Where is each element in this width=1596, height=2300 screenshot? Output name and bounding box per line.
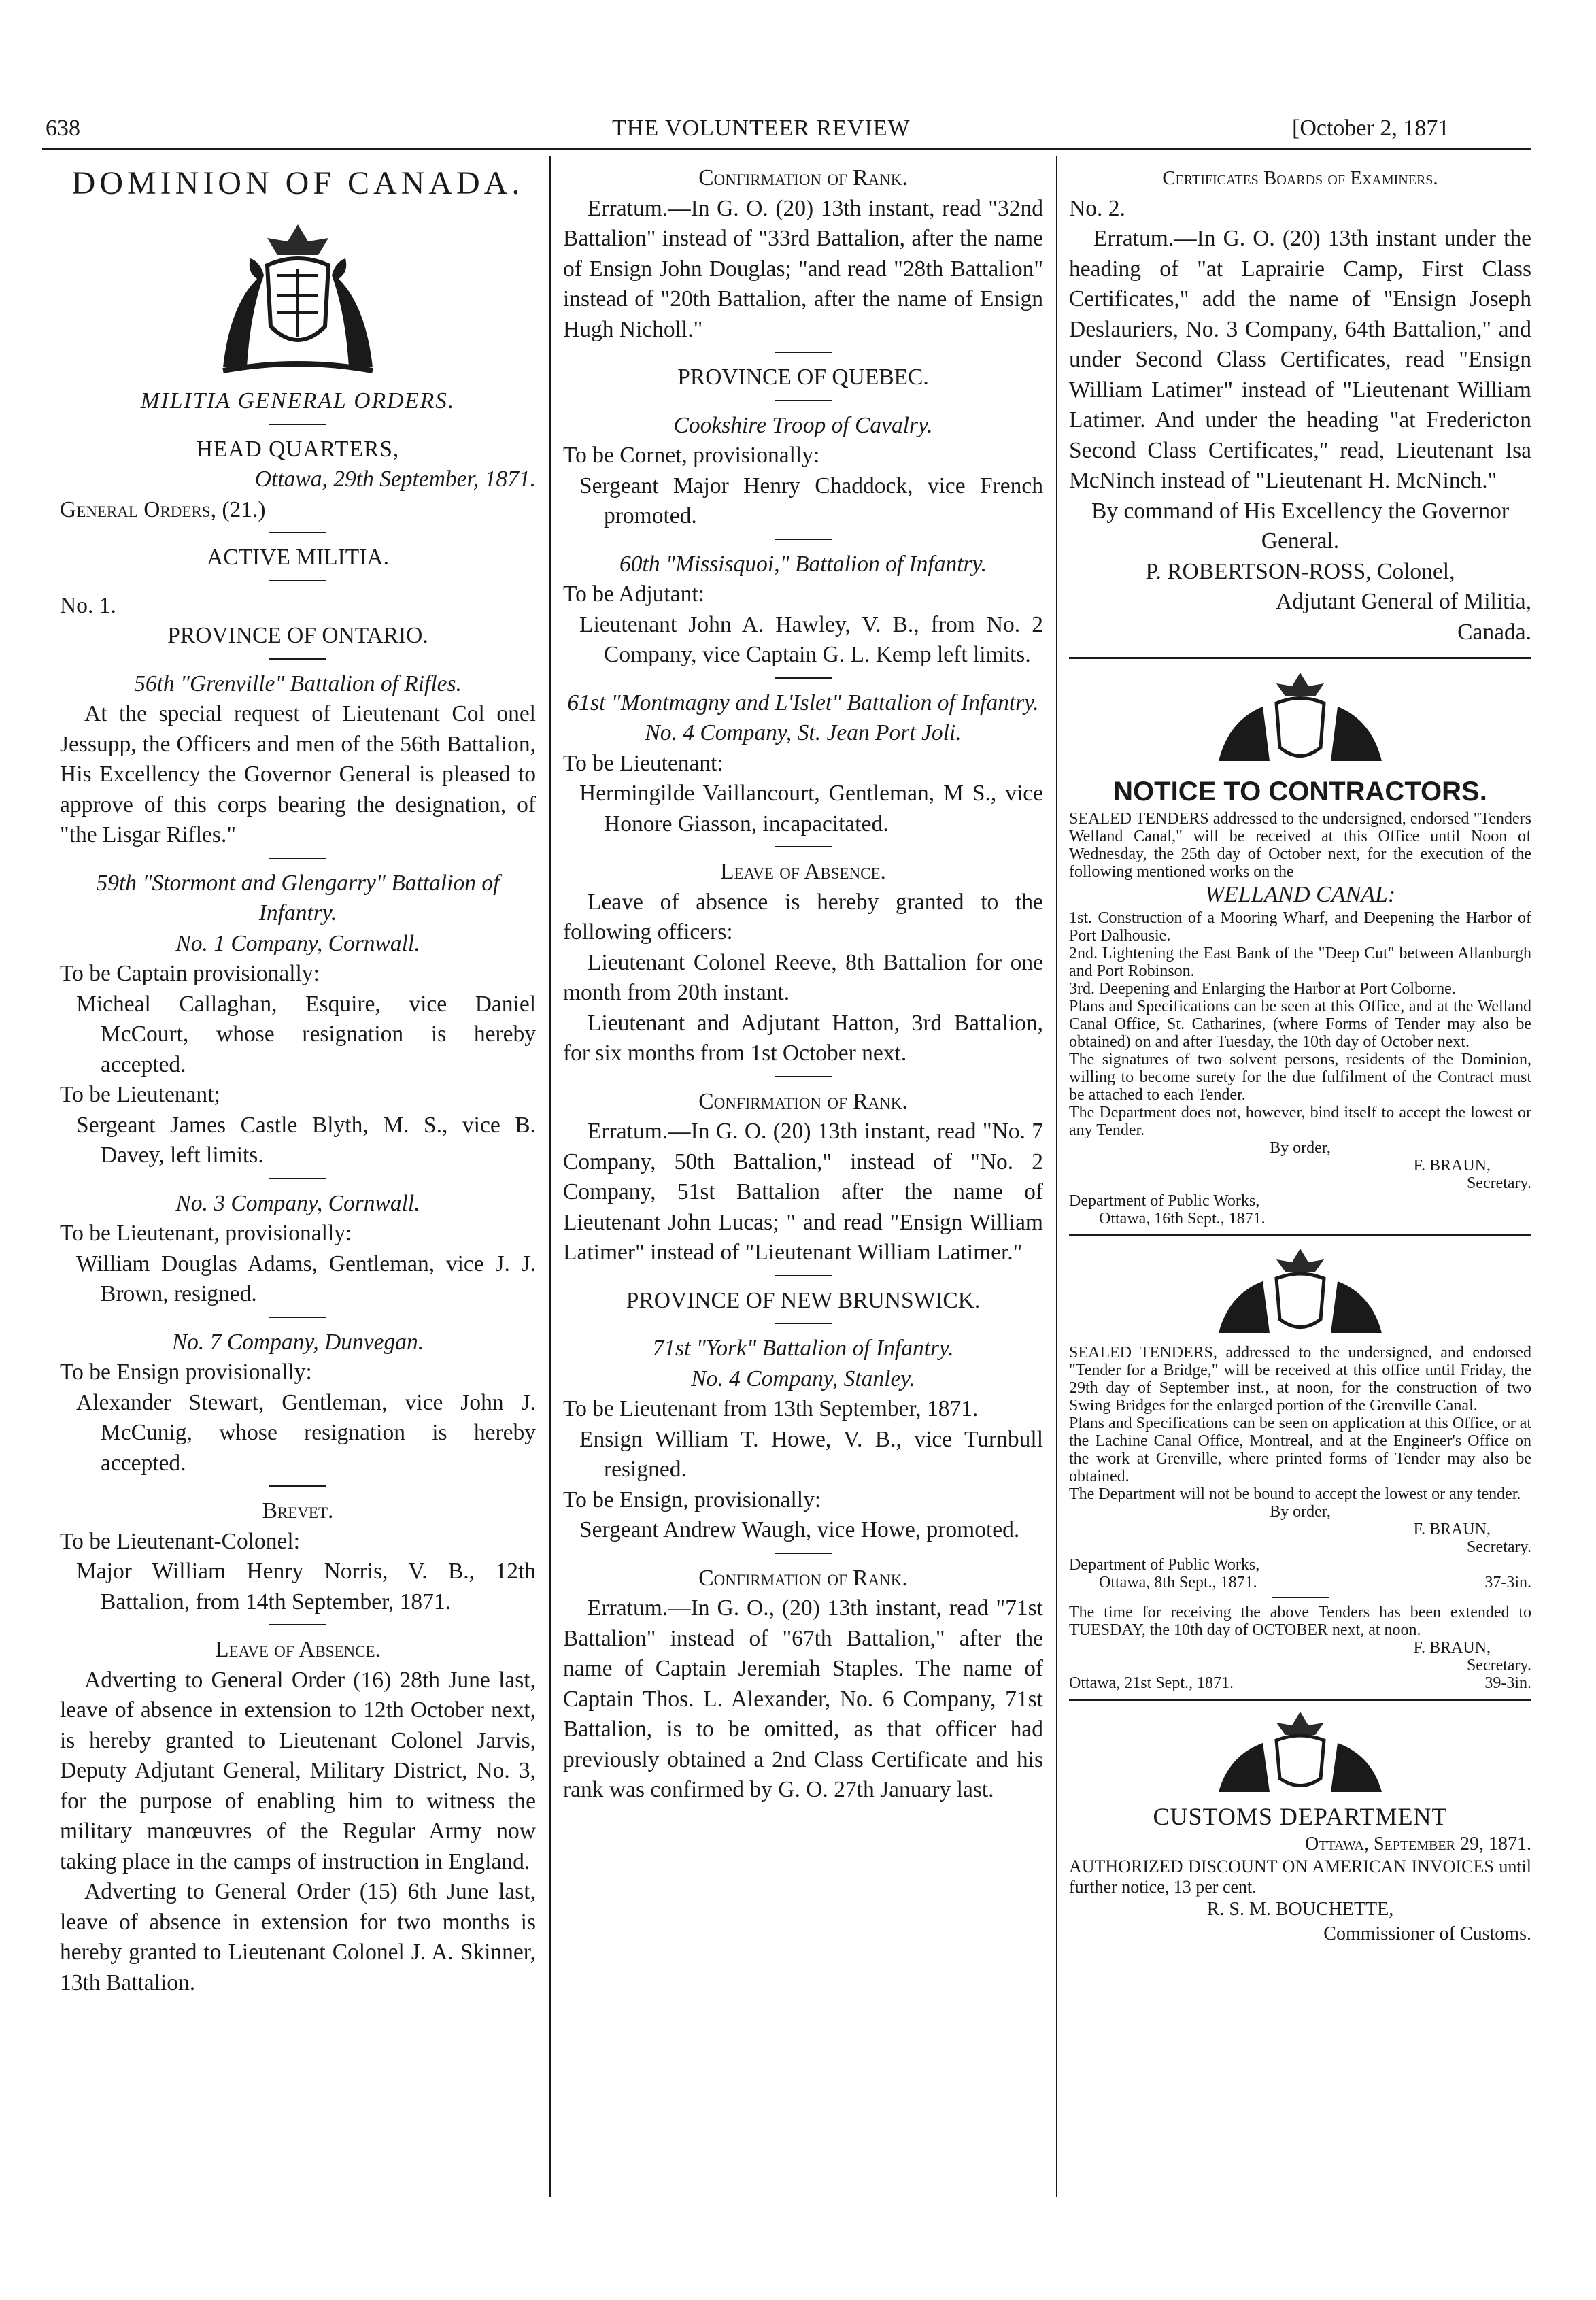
appointment-label: To be Lieutenant, provisionally: <box>60 1221 352 1246</box>
welland-canal: WELLAND CANAL: <box>1204 882 1396 907</box>
divider <box>775 677 832 679</box>
leave-para: Lieutenant and Adjutant Hatton, 3rd Battalion, for six months from 1st October next. <box>563 1010 1043 1066</box>
appointment: Sergeant James Castle Blyth, M. S., vice B. Davey, left limits. <box>76 1112 536 1168</box>
column-divider <box>1056 156 1057 2197</box>
para-56: At the special request of Lieutenant Col onel Jessupp, the Officers and men of the 56th Battalion, His Excellency the Governor General is pleased to approve of this corps bearing the designation, of "the Lisgar Rifles." <box>60 701 536 847</box>
divider <box>775 400 832 401</box>
royal-arms-icon <box>1198 666 1402 768</box>
appointment: Major William Henry Norris, V. B., 12th Battalion, from 14th September, 1871. <box>76 1559 536 1614</box>
royal-arms-icon <box>1198 1708 1402 1796</box>
tender-text: Plans and Specifications can be seen on application at this Office, or at the Lachine Canal Office, Montreal, and at the Engineer's Office on the work at Grenville, where printed forms of Tender may also be obtained. <box>1069 1415 1532 1485</box>
secretary: Secretary. <box>1466 1657 1531 1674</box>
signature-place: Canada. <box>1457 619 1531 645</box>
secretary: Secretary. <box>1466 1538 1531 1556</box>
divider <box>775 1076 832 1077</box>
battalion-60: 60th "Missisquoi," Battalion of Infantry. <box>619 551 987 577</box>
section-rule <box>1069 657 1531 659</box>
divider <box>269 858 326 859</box>
certificates-heading: Certificates Boards of Examiners. <box>1162 167 1438 189</box>
erratum-para: Erratum.—In G. O. (20) 13th instant under the heading of "at Laprairie Camp, First Class Certificates," add the name of "Ensign Joseph Deslauriers, No. 3 Company, 64th Battalion," and under Second Class Certificates, read "Ensign William Latimer" instead of "Lieutenant William Latimer. And under the heading "at Fredericton Second Class Certificates," read, Lieutenant Isa McNinch instead of "Lieutenant H. McNinch." <box>1069 226 1531 493</box>
appointment: Alexander Stewart, Gentleman, vice John J. McCunig, whose resignation is hereby accepted. <box>76 1389 536 1476</box>
active-militia: ACTIVE MILITIA. <box>207 545 389 570</box>
dateline: Ottawa, 29th September, 1871. <box>254 467 536 492</box>
orders-title: MILITIA GENERAL ORDERS. <box>140 388 456 413</box>
divider <box>269 1317 326 1318</box>
divider <box>775 846 832 847</box>
province-ontario: PROVINCE OF ONTARIO. <box>167 623 428 648</box>
divider <box>269 424 326 425</box>
department: Department of Public Works, <box>1069 1556 1260 1574</box>
divider <box>269 580 326 581</box>
tender-notice-bridge <box>1069 1344 1531 1692</box>
divider <box>269 658 326 660</box>
company-4-stanley: No. 4 Company, Stanley. <box>691 1366 915 1391</box>
tender-item: The signatures of two solvent persons, residents of the Dominion, willing to become surety for the due fulfilment of the Contract must be attached to each Tender. <box>1069 1051 1531 1104</box>
header-rule <box>42 148 1531 150</box>
brevet-heading: Brevet. <box>262 1498 334 1523</box>
column-middle <box>563 163 1043 1806</box>
appointment: Sergeant Andrew Waugh, vice Howe, promoted. <box>579 1517 1020 1542</box>
royal-arms-icon <box>1198 1243 1402 1338</box>
signature-name: P. ROBERTSON-ROSS, Colonel, <box>1145 558 1455 584</box>
appointment: Sergeant Major Henry Chaddock, vice French promoted. <box>579 473 1043 528</box>
department: Department of Public Works, <box>1069 1192 1260 1210</box>
dominion-heading: DOMINION OF CANADA. <box>71 165 524 201</box>
tender-text: SEALED TENDERS, addressed to the undersigned, and endorsed "Tender for a Bridge," will be received at this office until Friday, the 29th day of September inst., at noon, for the construction of two Swing Bridges for the enlarged portion of the Grenville Canal. <box>1069 1344 1531 1415</box>
company-4-st-jean: No. 4 Company, St. Jean Port Joli. <box>645 720 962 745</box>
page-number: 638 <box>46 116 80 141</box>
company-7-dunvegan: No. 7 Company, Dunvegan. <box>171 1329 424 1355</box>
bouchette-signature: R. S. M. BOUCHETTE, <box>1206 1898 1394 1920</box>
by-order: By order, <box>1270 1503 1331 1521</box>
appointment-label: To be Cornet, provisionally: <box>563 443 820 468</box>
braun-signature: F. BRAUN, <box>1413 1521 1491 1538</box>
customs-date: Ottawa, September 29, 1871. <box>1304 1833 1531 1855</box>
divider <box>269 1624 326 1625</box>
tender-item: 1st. Construction of a Mooring Wharf, and Deepening the Harbor of Port Dalhousie. <box>1069 909 1531 945</box>
commissioner-title: Commissioner of Customs. <box>1323 1923 1531 1944</box>
province-new-brunswick: PROVINCE OF NEW BRUNSWICK. <box>626 1287 981 1313</box>
divider <box>269 1485 326 1487</box>
appointment-label: To be Lieutenant-Colonel: <box>60 1528 301 1554</box>
braun-signature: F. BRAUN, <box>1413 1639 1491 1657</box>
tender-notice-welland <box>1069 810 1531 1228</box>
appointment: Micheal Callaghan, Esquire, vice Daniel McCourt, whose resignation is hereby accepted. <box>76 991 536 1077</box>
appointment-label: To be Ensign, provisionally: <box>563 1487 821 1512</box>
confirmation-heading: Confirmation of Rank. <box>698 1088 908 1114</box>
section-rule <box>1069 1234 1531 1236</box>
tender-text: SEALED TENDERS addressed to the undersigned, endorsed "Tenders Welland Canal," will be received at this Office until Noon of Wednesday, the 25th day of October next, for the execution of the following mentioned works on the <box>1069 810 1531 881</box>
confirmation-para: Erratum.—In G. O. (20) 13th instant, read "32nd Battalion" instead of "33rd Battalion, after the name of Ensign John Douglas; "and read "28th Battalion" instead of "20th Battalion, after the name of Ensign Hugh Nicholl." <box>563 195 1043 342</box>
divider <box>775 1553 832 1554</box>
column-right <box>1069 163 1531 1946</box>
appointment: Ensign William T. Howe, V. B., vice Turnbull resigned. <box>579 1426 1043 1482</box>
divider <box>1272 1597 1329 1598</box>
divider <box>775 1323 832 1324</box>
leave-para: Adverting to General Order (15) 6th June last, leave of absence in extension for two months is hereby granted to Lieutenant Colonel J. A. Skinner, 13th Battalion. <box>60 1879 536 1995</box>
confirmation-para: Erratum.—In G. O. (20) 13th instant, read "No. 7 Company, 50th Battalion," instead of "No. 2 Company, 51st Battalion after the name of Lieutenant John Lucas; " and read "Ensign William Latimer" instead of "Lieutenant William Latimer." <box>563 1119 1043 1265</box>
general-orders: General Orders, (21.) <box>60 496 266 522</box>
leave-heading: Leave of Absence. <box>720 859 886 884</box>
appointment: Hermingilde Vaillancourt, Gentleman, M S., vice Honore Giasson, incapacitated. <box>579 781 1043 836</box>
battalion-61: 61st "Montmagny and L'Islet" Battalion of Infantry. <box>567 690 1039 715</box>
tender-text: The Department will not be bound to accept the lowest or any tender. <box>1069 1485 1521 1503</box>
section-rule <box>1069 1699 1531 1701</box>
customs-discount: AUTHORIZED DISCOUNT ON AMERICAN INVOICES until further notice, 13 per cent. <box>1069 1856 1531 1897</box>
tender-item: The Department does not, however, bind itself to accept the lowest or any Tender. <box>1069 1104 1531 1139</box>
divider <box>775 1275 832 1276</box>
confirmation-para: Erratum.—In G. O., (20) 13th instant, read "71st Battalion" instead of "67th Battalion," after the name of Captain Jeremiah Staples. The name of Captain Thos. L. Alexander, No. 6 Company, 71st Battalion, is to be omitted, as that officer had previously obtained a 2nd Class Certificate and his rank was confirmed by G. O. 27th January last. <box>563 1595 1043 1802</box>
order-number: No. 1. <box>60 592 116 618</box>
hq: HEAD QUARTERS, <box>196 436 400 462</box>
battalion-59: 59th "Stormont and Glengarry" Battalion of Infantry. <box>96 870 500 926</box>
appointment-label: To be Lieutenant; <box>60 1082 220 1107</box>
order-number: No. 2. <box>1069 195 1125 221</box>
coat-of-arms-icon <box>209 211 386 381</box>
department-date: Ottawa, 8th Sept., 1871. 37-3in. <box>1099 1574 1531 1591</box>
column-left <box>60 163 536 1998</box>
notice-to-contractors: NOTICE TO CONTRACTORS. <box>1113 777 1487 807</box>
divider <box>269 532 326 533</box>
tender-item: Plans and Specifications can be seen at this Office, and at the Welland Canal Office, St. Catharines, (where Forms of Tender may also be obtained) on and after Tuesday, the 10th day of October next. <box>1069 998 1531 1051</box>
leave-para: Adverting to General Order (16) 28th June last, leave of absence in extension to 12th October next, is hereby granted to Lieutenant Colonel Jarvis, Deputy Adjutant General, Military District, No. 3, for the purpose of enabling him to witness the military manœuvres of the Regular Army now taking place in the camps of instruction in England. <box>60 1667 536 1874</box>
journal-title: THE VOLUNTEER REVIEW <box>612 116 911 141</box>
divider <box>775 352 832 353</box>
insertion-code: 39-3in. <box>1484 1674 1531 1692</box>
braun-signature: F. BRAUN, <box>1413 1157 1491 1174</box>
company-3-cornwall: No. 3 Company, Cornwall. <box>175 1190 420 1216</box>
issue-date: [October 2, 1871 <box>1292 116 1450 141</box>
department-date: Ottawa, 16th Sept., 1871. <box>1099 1210 1266 1228</box>
battalion-56: 56th "Grenville" Battalion of Rifles. <box>134 671 462 696</box>
appointment-label: To be Lieutenant: <box>563 750 724 776</box>
divider <box>775 539 832 540</box>
province-quebec: PROVINCE OF QUEBEC. <box>677 365 929 390</box>
department-date: Ottawa, 21st Sept., 1871. 39-3in. <box>1069 1674 1531 1692</box>
divider <box>269 1178 326 1179</box>
leave-heading: Leave of Absence. <box>215 1637 381 1662</box>
tender-item: 3rd. Deepening and Enlarging the Harbor at Port Colborne. <box>1069 980 1456 998</box>
tender-extension: The time for receiving the above Tenders has been extended to TUESDAY, the 10th day of OCTOBER next, at noon. <box>1069 1604 1531 1639</box>
secretary: Secretary. <box>1466 1174 1531 1192</box>
confirmation-heading: Confirmation of Rank. <box>698 165 908 190</box>
insertion-code: 37-3in. <box>1484 1574 1531 1591</box>
column-divider <box>549 156 551 2197</box>
battalion-71: 71st "York" Battalion of Infantry. <box>652 1336 954 1361</box>
cookshire-troop: Cookshire Troop of Cavalry. <box>673 412 933 438</box>
appointment-label: To be Ensign provisionally: <box>60 1359 312 1385</box>
by-order: By order, <box>1270 1139 1331 1157</box>
appointment-label: To be Lieutenant from 13th September, 1871. <box>563 1396 979 1421</box>
customs-heading: CUSTOMS DEPARTMENT <box>1153 1803 1448 1830</box>
signature-title: Adjutant General of Militia, <box>1276 589 1531 614</box>
leave-para: Lieutenant Colonel Reeve, 8th Battalion for one month from 20th instant. <box>563 949 1043 1005</box>
appointment-label: To be Adjutant: <box>563 581 704 607</box>
company-1-cornwall: No. 1 Company, Cornwall. <box>175 930 420 956</box>
by-command: By command of His Excellency the Governor General. <box>1091 498 1509 554</box>
confirmation-heading: Confirmation of Rank. <box>698 1565 908 1591</box>
appointment: William Douglas Adams, Gentleman, vice J. J. Brown, resigned. <box>76 1251 536 1306</box>
appointment: Lieutenant John A. Hawley, V. B., from No. 2 Company, vice Captain G. L. Kemp left limits. <box>579 611 1043 667</box>
appointment-label: To be Captain provisionally: <box>60 961 320 986</box>
tender-item: 2nd. Lightening the East Bank of the "Deep Cut" between Allanburgh and Port Robinson. <box>1069 945 1531 980</box>
leave-para: Leave of absence is hereby granted to the following officers: <box>563 889 1043 945</box>
